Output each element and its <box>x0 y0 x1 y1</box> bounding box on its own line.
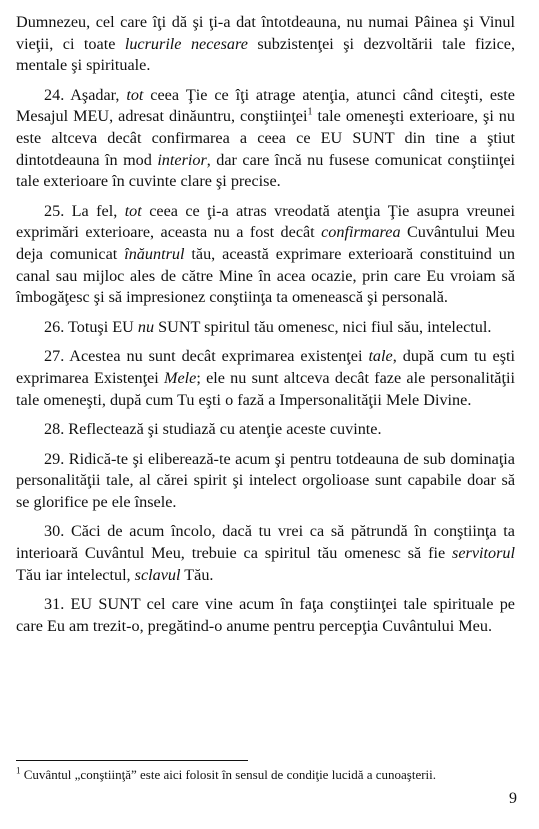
italic-text: tot <box>124 201 142 220</box>
footnote-text: Cuvântul „conştiinţă” este aici folosit în sensul de condiţie lucidă a cunoaşterii. <box>20 767 437 782</box>
footnote-marker: 1 <box>16 765 21 776</box>
text-run: Dumnezeu, cel care îţi dă şi ţi-a dat întotdeauna, nu numai Pâinea şi Vinul vieţii, ci toate <box>16 13 515 53</box>
text-run: , după cum tu eşti exprimarea Existenţei <box>16 347 516 387</box>
italic-text: lucrurile necesare <box>124 34 248 53</box>
text-run: , dar care încă nu fusese comunicat conştiinţei tale exterioare în cuvinte clare şi precise. <box>16 150 515 191</box>
text-run: 30. Căci de acum încolo, dacă tu vrei ca să pătrundă în conştiinţa ta interioară Cuvântul Meu, trebuie ca spiritul tău omenesc să fie <box>16 522 515 563</box>
paragraph-p-26 <box>16 317 515 339</box>
text-run: 29. Ridică-te şi eliberează-te acum şi pentru totdeauna de sub dominaţia personalităţii tale, al cărei spirit şi intelect orgolioase sunt capabile doar să se glorifice pe ele însele. <box>16 449 515 511</box>
italic-text: servitorul <box>452 544 515 563</box>
text-run: 25. La fel, <box>44 201 125 220</box>
text-run: 24. Aşadar, <box>44 85 127 104</box>
text-run: ceea ce ţi-a atras vreodată atenţia Ţie asupra vreunei exprimări exterioare, aceasta nu a fost decât <box>16 201 515 242</box>
paragraph-p-27 <box>16 346 515 411</box>
text-run: Cuvântului Meu deja comunicat <box>16 223 515 263</box>
page-number: 9 <box>509 790 517 807</box>
paragraph-p-28 <box>16 419 515 441</box>
text-run: Tău. <box>180 565 214 584</box>
paragraph-p-24 <box>16 85 515 193</box>
italic-text: tale <box>368 347 393 366</box>
italic-text: interior <box>157 150 207 169</box>
italic-text: tot <box>126 85 144 104</box>
italic-text: confirmarea <box>321 223 401 242</box>
italic-text: nu <box>137 317 155 336</box>
body-text <box>16 12 515 637</box>
text-run: tău, această exprimare exterioară constituind un canal sau mijloc ales de către Mine în acea ocazie, prin care Eu vroiam să îmbogăţesc şi să impresionez conştiinţa ta omenească şi personală. <box>16 244 515 307</box>
footnote-divider <box>16 760 248 761</box>
text-run: 27. Acestea nu sunt decât exprimarea existenţei <box>44 347 369 366</box>
italic-text: înăuntrul <box>124 244 185 263</box>
text-run: Tău iar intelectul, <box>16 565 135 584</box>
italic-text: Mele <box>163 368 197 387</box>
text-run: 31. EU SUNT cel care vine acum în faţa conştiinţei tale spirituale pe care Eu am trezit-o, pregătind-o anume pentru percepţia Cuvântului Meu. <box>16 595 515 635</box>
text-run: SUNT spiritul tău omenesc, nici fiul său, intelectul. <box>154 317 492 336</box>
footnote-reference: 1 <box>307 106 313 118</box>
text-run: ; ele nu sunt altceva decât faze ale personalităţii tale omeneşti, după cum Tu eşti o fază a Impersonalităţii Mele Divine. <box>16 368 515 409</box>
footnote <box>16 767 521 783</box>
text-run: tale omeneşti exterioare, şi nu este altceva decât confirmarea a ceea ce EU SUNT din tine a ştiut dintotdeauna în mod <box>16 107 515 169</box>
paragraph-p-intro <box>16 12 515 77</box>
paragraph-p-30 <box>16 521 515 586</box>
paragraph-p-25 <box>16 201 515 309</box>
paragraph-p-31 <box>16 594 515 637</box>
paragraph-p-29 <box>16 449 515 514</box>
text-run: 28. Reflectează şi studiază cu atenţie aceste cuvinte. <box>44 420 382 439</box>
text-run: 26. Totuşi EU <box>44 317 138 336</box>
text-run: subzistenţei şi dezvoltării tale fizice, mentale şi spirituale. <box>16 34 515 75</box>
text-run: ceea Ţie ce îţi atrage atenţia, atunci când citeşti, este Mesajul MEU, adresat dinăuntru, conştiinţei <box>16 85 515 126</box>
italic-text: sclavul <box>134 565 181 584</box>
